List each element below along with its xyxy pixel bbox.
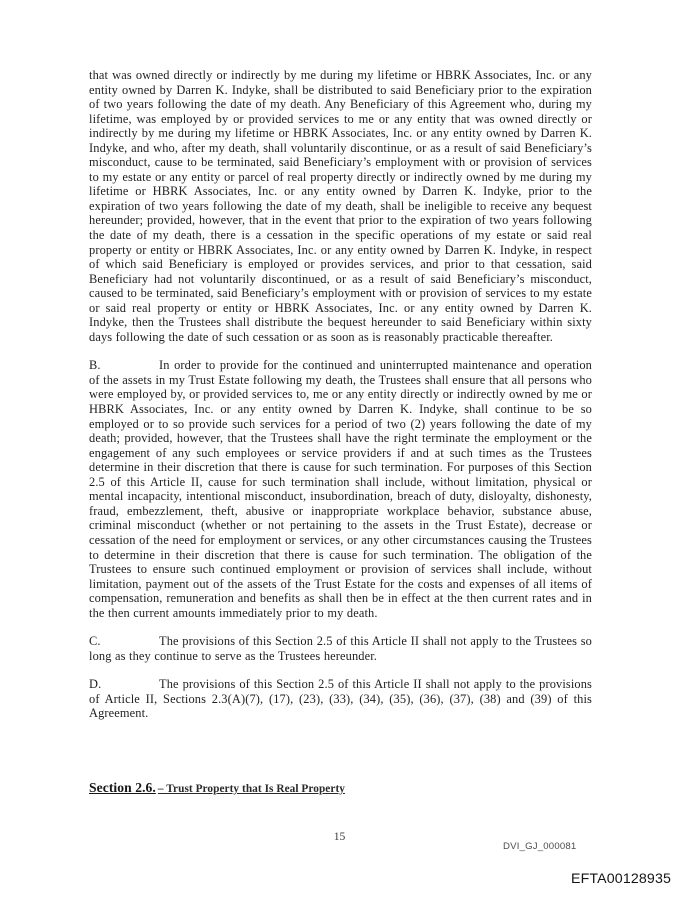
paragraph-d-text: The provisions of this Section 2.5 of this Article II shall not apply to the provisions of Article II, Sections 2.3(A)(7), (17), (23), (33), (34), (35), (36), (37), (38) and (39) of this Agreement.: [89, 677, 592, 721]
section-number: Section 2.6.: [89, 780, 156, 795]
page-number: 15: [333, 830, 346, 843]
section-heading: [89, 779, 345, 797]
exhibit-stamp: EFTA00128935: [571, 871, 672, 887]
paragraph-b: [89, 358, 592, 620]
paragraph-d: [89, 677, 592, 721]
paragraph-c: [89, 634, 592, 663]
section-title: – Trust Property that Is Real Property: [157, 783, 345, 795]
bates-number: DVI_GJ_000081: [503, 841, 577, 852]
paragraph-continued: that was owned directly or indirectly by me during my lifetime or HBRK Associates, Inc. or any entity owned by Darren K. Indyke, shall be distributed to said Beneficiary prior to the expiration of two years following the date of my death. Any Beneficiary of this Agreement who, during my lifetime, was employed by or provided services to me or any entity that was owned directly or indirectly by me during my lifetime or HBRK Associates, Inc. or any entity owned by Darren K. Indyke, and who, after my death, shall voluntarily discontinue, or as a result of said Beneficiary’s misconduct, cause to be terminated, said Beneficiary’s employment with or provision of services to my estate or any entity or parcel of real property directly or indirectly owned by me during my lifetime or HBRK Associates, Inc. or any entity owned by Darren K. Indyke, prior to the expiration of two years following the date of my death, shall be ineligible to receive any bequest hereunder; provided, however, that in the event that prior to the expiration of two years following the date of my death, there is a cessation in the specific operations of my estate or said real property or entity or HBRK Associates, Inc. or any entity owned by Darren K. Indyke, in respect of which said Beneficiary is employed or provides services, and prior to that cessation, said Beneficiary had not voluntarily discontinued, or as a result of said Beneficiary’s misconduct, caused to be terminated, said Beneficiary’s employment with or provision of services to my estate or said real property or entity or HBRK Associates, Inc. or any entity owned by Darren K. Indyke, then the Trustees shall distribute the bequest hereunder to said Beneficiary within sixty days following the date of such cessation or as soon as is reasonably practicable thereafter.: [89, 68, 592, 344]
document-body: [89, 68, 592, 735]
paragraph-b-text: In order to provide for the continued and uninterrupted maintenance and operation of the assets in my Trust Estate following my death, the Trustees shall ensure that all persons who were employed by, or provided services to, me or any entity directly or indirectly owned by me or HBRK Associates, Inc. or any entity owned by Darren K. Indyke, shall continue to be so employed or to so provide such services for a period of two (2) years following the date of my death; provided, however, that the Trustees shall have the right terminate the employment or the engagement of any such employees or service providers if and at such times as the Trustees determine in their discretion that there is cause for such termination. For purposes of this Section 2.5 of this Article II, cause for such termination shall include, without limitation, physical or mental incapacity, intentional misconduct, insubordination, breach of duty, disloyalty, dishonesty, fraud, embezzlement, theft, abusive or inappropriate workplace behavior, substance abuse, criminal misconduct (whether or not pertaining to the assets in the Trust Estate), decrease or cessation of the need for employment or services, or any other circumstances causing the Trustees to determine in their discretion that there is cause for such termination. The obligation of the Trustees to ensure such continued employment or provision of services shall include, without limitation, payment out of the assets of the Trust Estate for the costs and expenses of all items of compensation, remuneration and benefits as shall then be in effect at the then current rates and in the then current amounts immediately prior to my death.: [89, 358, 592, 620]
paragraph-b-label: B.: [89, 358, 101, 373]
paragraph-c-label: C.: [89, 634, 101, 649]
paragraph-d-label: D.: [89, 677, 102, 692]
paragraph-c-text: The provisions of this Section 2.5 of this Article II shall not apply to the Trustees so long as they continue to serve as the Trustees hereunder.: [89, 634, 592, 663]
